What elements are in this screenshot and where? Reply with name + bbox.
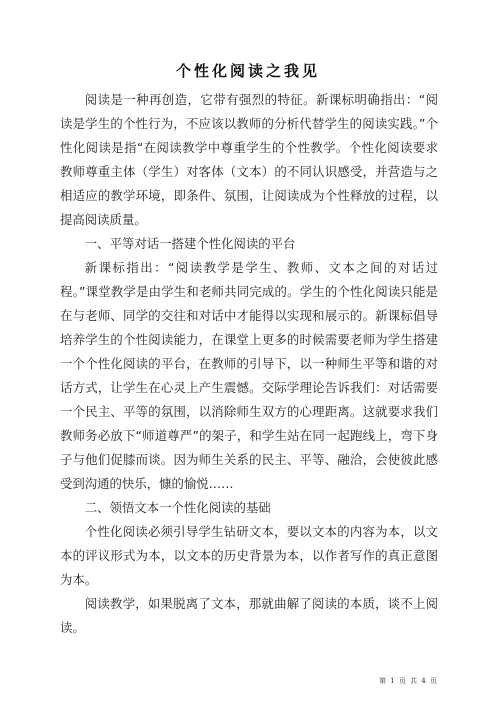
paragraph-section-2: 个性化阅读必须引导学生钻研文本，要以文本的内容为本，以文本的评议形式为本，以文本的历史背景为本，以作者写作的真正意图为本。 [60,524,438,587]
paragraph-intro: 阅读是一种再创造，它带有强烈的特征。新课标明确指出：“阅读是学生的个性行为，不应该以教师的分析代替学生的阅读实践。”个性化阅读是指“在阅读教学中尊重学生的个性教学。个性化阅读要求教师尊重主体（学生）对客体（文本）的不同认识感受，并营造与之相适应的教学环境，即条件、氛围，让阅读成为个性释放的过程，以提高阅读质量。 [60,92,438,227]
section-heading-1: 一、平等对话一搭建个性化阅读的平台 [84,236,296,251]
page-footer: 第 1 页 共 4 页 [378,677,438,685]
document-body [60,88,438,640]
section-heading-2: 二、领悟文本一个性化阅读的基础 [84,500,271,515]
paragraph-section-2b: 阅读教学，如果脱离了文本，那就曲解了阅读的本质，谈不上阅读。 [60,596,438,635]
paragraph-section-1: 新课标指出：“阅读教学是学生、教师、文本之间的对话过程。”课堂教学是由学生和老师共同完成的。学生的个性化阅读只能是在与老师、同学的交往和对话中才能得以实现和展示的。新课标倡导培养学生的个性阅读能力，在课堂上更多的时候需要老师为学生搭建一个个性化阅读的平台，在教师的引导下，以一种师生平等和谐的对话方式，让学生在心灵上产生震憾。交际学理论告诉我们：对话需要一个民主、平等的氛围，以消除师生双方的心理距离。这就要求我们教师务必放下“师道尊严”的架子，和学生站在同一起跑线上，弯下身子与他们促膝而谈。因为师生关系的民主、平等、融洽，会使彼此感受到沟通的快乐，慷的愉悦…… [60,260,438,491]
document-title: 个性化阅读之我见 [175,62,320,80]
